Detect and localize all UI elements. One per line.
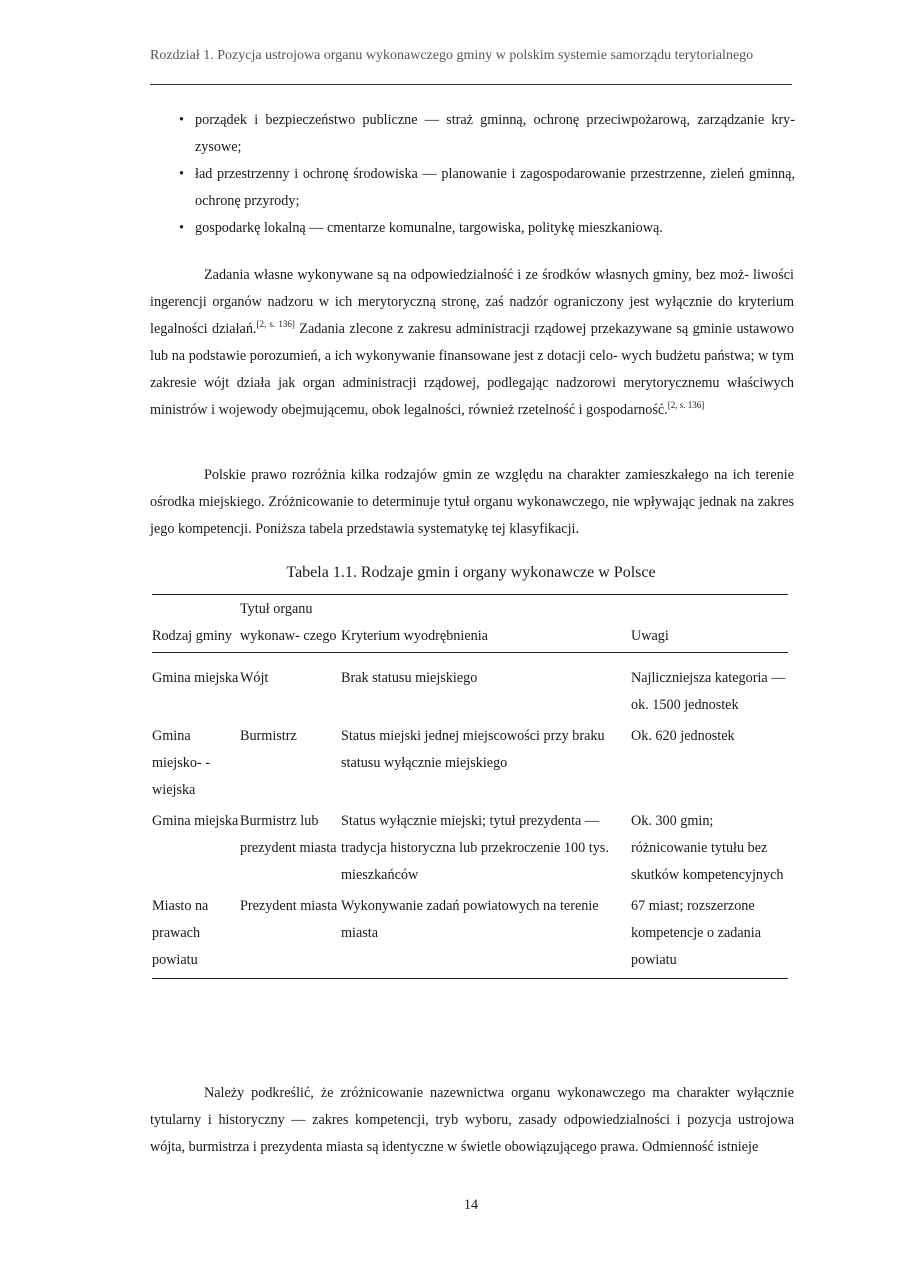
paragraph-text: Zadania własne wykonywane są na odpowiedzialność i ze środków własnych gminy, bez moż- liwości ingerencji organów nadzoru w ich merytoryczną stronę, zaś nadzór ograniczony jest wyłącznie do kryterium legalności działań.	[150, 267, 794, 337]
list-item	[150, 107, 795, 161]
running-header: Rozdział 1. Pozycja ustrojowa organu wykonawczego gminy w polskim systemie samorządu terytorialnego	[150, 48, 754, 63]
table-header-row	[152, 595, 788, 653]
column-header: Rodzaj gminy	[152, 595, 240, 653]
table-cell: Gmina miejsko- -wiejska	[152, 728, 210, 798]
header-rule	[150, 84, 792, 85]
table-cell: Brak statusu miejskiego	[341, 670, 478, 686]
table-cell: Prezydent miasta	[240, 893, 341, 979]
table-cell: Miasto na prawach powiatu	[152, 893, 240, 979]
body-paragraph: Należy podkreślić, że zróżnicowanie nazewnictwa organu wykonawczego ma charakter wyłącznie tytularny i historyczny — zakres kompetencji, tryb wyboru, zasady odpowiedzialności i pozycja ustrojowa wójta, burmistrza i prezydenta miasta są identyczne w świetle obowiązującego prawa. Odmienność istnieje	[150, 1085, 794, 1155]
table-cell: Gmina miejska	[152, 670, 239, 686]
body-paragraph: Polskie prawo rozróżnia kilka rodzajów gmin ze względu na charakter zamieszkałego na ich terenie ośrodka miejskiego. Zróżnicowanie to determinuje tytuł organu wykonawczego, nie wpływając jednak na zakres jego kompetencji. Poniższa tabela przedstawia systematykę tej klasyfikacji.	[150, 467, 794, 537]
table-cell: Burmistrz lub prezydent miasta	[240, 813, 337, 856]
citation: [2, s. 136]	[256, 319, 295, 329]
table-cell: Gmina miejska	[152, 813, 239, 829]
paragraph-text: Zadania zlecone z zakresu administracji rządowej przekazywane są gminie ustawowo lub na podstawie porozumień, a ich wykonywanie finansowane jest z dotacji celo- wych budżetu państwa; w tym zakresie wójt działa jak organ administracji rządowej, podlegając nadzorowi merytorycznemu właściwych ministrów i wojewody obejmującemu, obok legalności, również rzetelność i gospodarność.	[150, 321, 794, 418]
table-cell: Wójt	[240, 670, 269, 686]
table-cell: Wykonywanie zadań powiatowych na terenie miasta	[341, 893, 631, 979]
table-cell: Burmistrz	[240, 728, 297, 744]
bullet-icon: •	[179, 220, 184, 236]
task-bullet-list	[150, 107, 795, 242]
list-item	[150, 161, 795, 215]
municipality-types-table	[152, 594, 788, 979]
table-cell: Status miejski jednej miejscowości przy braku statusu wyłącznie miejskiego	[341, 728, 605, 771]
table-cell: 67 miast; rozszerzone kompetencje o zadania powiatu	[631, 893, 788, 979]
bullet-icon: •	[179, 166, 184, 182]
list-item-text: gospodarkę lokalną — cmentarze komunalne, targowiska, politykę mieszkaniową.	[195, 220, 663, 236]
table-cell: Status wyłącznie miejski; tytuł prezydenta — tradycja historyczna lub przekroczenie 100 tys. mieszkańców	[341, 813, 609, 883]
body-paragraph	[150, 262, 794, 424]
column-header: Uwagi	[631, 595, 788, 653]
table-caption: Tabela 1.1. Rodzaje gmin i organy wykonawcze w Polsce	[286, 564, 656, 581]
table-cell: Ok. 620 jednostek	[631, 728, 735, 744]
page-number: 14	[463, 1197, 479, 1213]
citation: [2, s. 136]	[667, 400, 705, 410]
list-item	[150, 215, 795, 242]
bullet-icon: •	[179, 112, 184, 128]
table-row	[152, 808, 788, 893]
table-row	[152, 723, 788, 808]
list-item-text: ład przestrzenny i ochronę środowiska — planowanie i zagospodarowanie przestrzenne, zieleń gminną, ochronę przyrody;	[195, 166, 795, 209]
column-header: Tytuł organu wykonaw- czego	[240, 595, 341, 653]
table-row	[152, 893, 788, 979]
table-row	[152, 653, 788, 724]
column-header: Kryterium wyodrębnienia	[341, 595, 631, 653]
table-cell: Najliczniejsza kategoria — ok. 1500 jednostek	[631, 670, 786, 713]
list-item-text: porządek i bezpieczeństwo publiczne — straż gminną, ochronę przeciwpożarową, zarządzanie kry- zysowe;	[195, 112, 795, 155]
table-cell: Ok. 300 gmin; różnicowanie tytułu bez skutków kompetencyjnych	[631, 813, 784, 883]
